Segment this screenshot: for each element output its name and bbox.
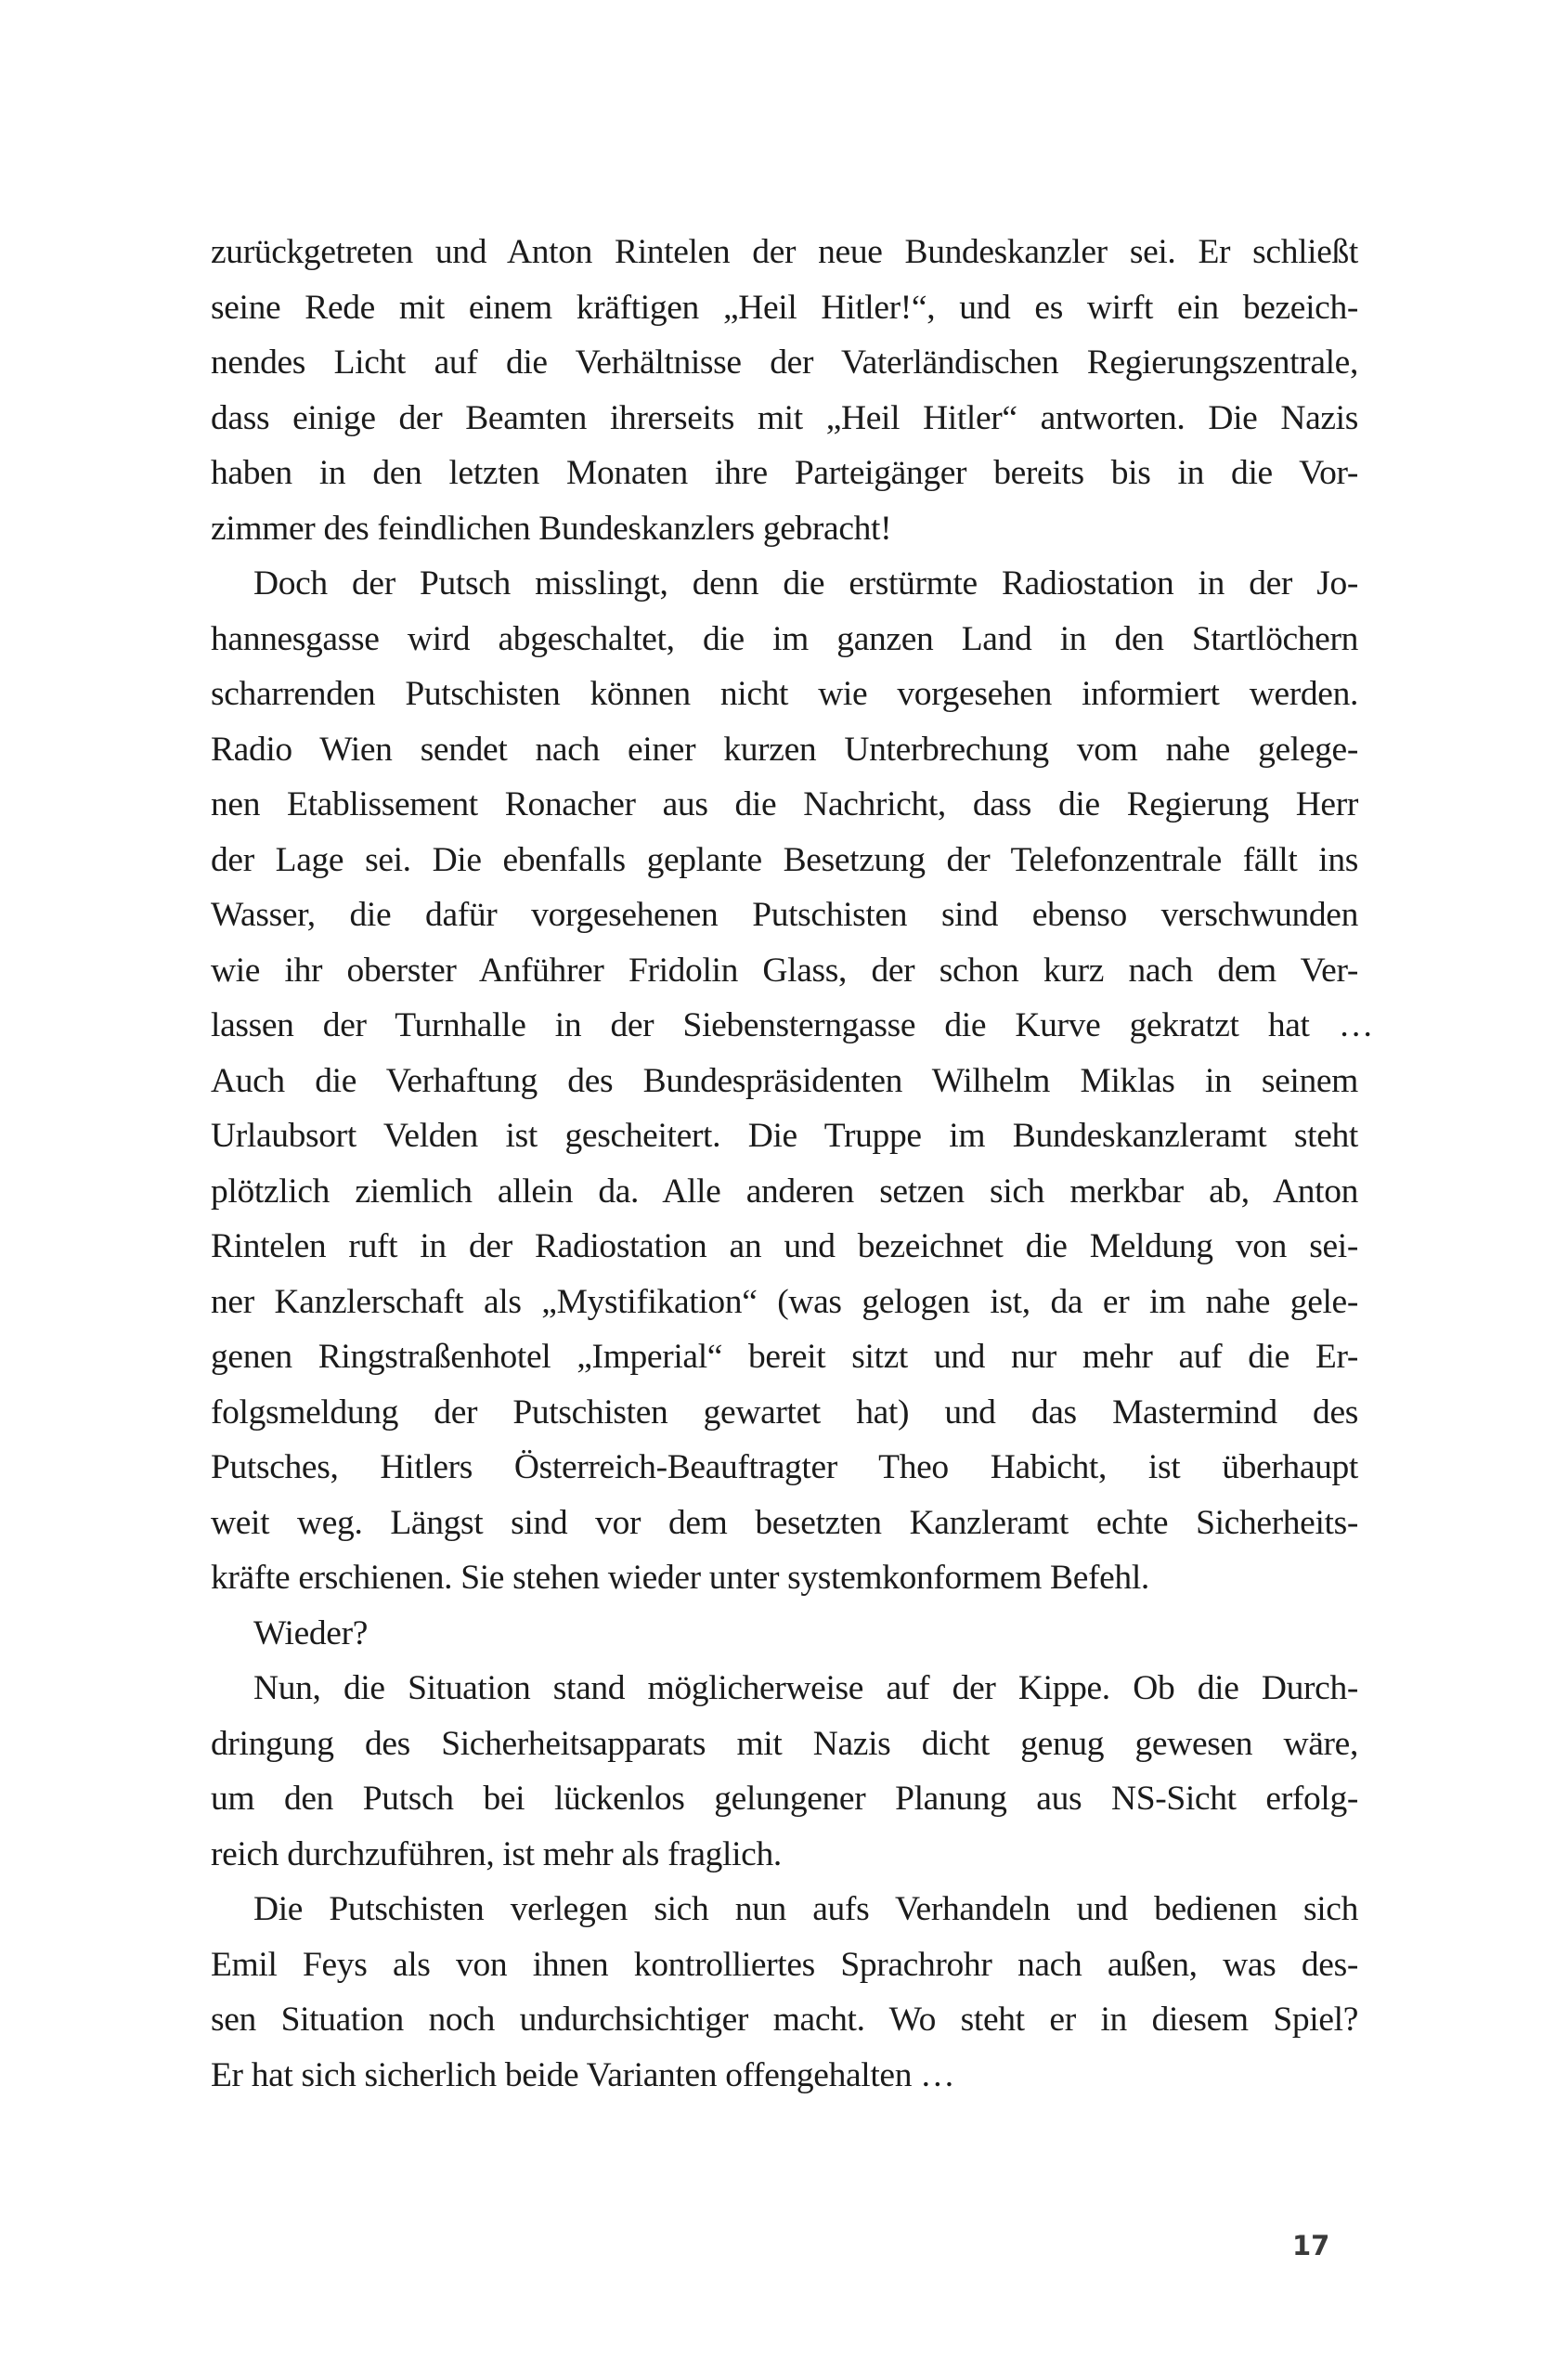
text-line: lassen der Turnhalle in der Siebensterngasse die Kurve gekratzt hat … (211, 1006, 1373, 1044)
text-line: haben in den letzten Monaten ihre Parteigänger bereits bis in die Vor- (211, 454, 1358, 492)
text-line: kräfte erschienen. Sie stehen wieder unter systemkonformem Befehl. (211, 1559, 1149, 1597)
text-line: Putsches, Hitlers Österreich-Beauftragter Theo Habicht, ist überhaupt (211, 1448, 1358, 1486)
text-line: scharrenden Putschisten können nicht wie vorgesehen informiert werden. (211, 675, 1358, 713)
text-line: hannesgasse wird abgeschaltet, die im ganzen Land in den Startlöchern (211, 619, 1358, 658)
text-line: Wieder? (253, 1613, 369, 1652)
body-text (211, 225, 1373, 2103)
text-line: Doch der Putsch misslingt, denn die erstürmte Radiostation in der Jo- (253, 564, 1358, 602)
page-number: 17 (1292, 2230, 1330, 2261)
text-line: Wasser, die dafür vorgesehenen Putschisten sind ebenso verschwunden (211, 896, 1358, 934)
text-line: zimmer des feindlichen Bundeskanzlers gebracht! (211, 509, 892, 548)
text-line: Radio Wien sendet nach einer kurzen Unterbrechung vom nahe gelege- (211, 730, 1358, 769)
text-line: Er hat sich sicherlich beide Varianten offengehalten … (211, 2055, 955, 2094)
paragraph-5 (211, 1882, 1358, 2103)
paragraph-3 (211, 1606, 1358, 1662)
text-line: seine Rede mit einem kräftigen „Heil Hitler!“, und es wirft ein bezeich- (211, 288, 1358, 327)
paragraph-2 (211, 556, 1373, 1606)
text-line: Rintelen ruft in der Radiostation an und bezeichnet die Meldung von sei- (211, 1227, 1358, 1265)
text-line: der Lage sei. Die ebenfalls geplante Besetzung der Telefonzentrale fällt ins (211, 840, 1358, 879)
text-line: sen Situation noch undurchsichtiger macht. Wo steht er in diesem Spiel? (211, 2001, 1358, 2039)
text-line: genen Ringstraßenhotel „Imperial“ bereit sitzt und nur mehr auf die Er- (211, 1338, 1358, 1376)
text-line: zurückgetreten und Anton Rintelen der neue Bundeskanzler sei. Er schließt (211, 233, 1358, 271)
text-line: folgsmeldung der Putschisten gewartet hat) und das Mastermind des (211, 1393, 1358, 1432)
text-line: Auch die Verhaftung des Bundespräsidenten Wilhelm Miklas in seinem (211, 1061, 1358, 1100)
text-line: nen Etablissement Ronacher aus die Nachricht, dass die Regierung Herr (211, 785, 1358, 823)
text-line: dass einige der Beamten ihrerseits mit „Heil Hitler“ antworten. Die Nazis (211, 398, 1358, 437)
paragraph-1 (211, 225, 1358, 556)
text-line: Die Putschisten verlegen sich nun aufs Verhandeln und bedienen sich (253, 1890, 1358, 1928)
text-line: plötzlich ziemlich allein da. Alle anderen setzen sich merkbar ab, Anton (211, 1172, 1358, 1211)
text-line: ner Kanzlerschaft als „Mystifikation“ (was gelogen ist, da er im nahe gele- (211, 1282, 1358, 1321)
paragraph-4 (211, 1661, 1358, 1882)
text-line: wie ihr oberster Anführer Fridolin Glass, der schon kurz nach dem Ver- (211, 951, 1358, 990)
text-line: Nun, die Situation stand möglicherweise auf der Kippe. Ob die Durch- (253, 1669, 1358, 1707)
text-line: reich durchzuführen, ist mehr als fraglich. (211, 1834, 782, 1873)
text-line: nendes Licht auf die Verhältnisse der Vaterländischen Regierungszentrale, (211, 343, 1358, 382)
text-line: weit weg. Längst sind vor dem besetzten Kanzleramt echte Sicherheits- (211, 1503, 1358, 1542)
text-line: Emil Feys als von ihnen kontrolliertes Sprachrohr nach außen, was des- (211, 1945, 1358, 1984)
text-line: Urlaubsort Velden ist gescheitert. Die Truppe im Bundeskanzleramt steht (211, 1117, 1358, 1155)
text-line: dringung des Sicherheitsapparats mit Nazis dicht genug gewesen wäre, (211, 1724, 1358, 1763)
text-line: um den Putsch bei lückenlos gelungener Planung aus NS-Sicht erfolg- (211, 1780, 1358, 1818)
